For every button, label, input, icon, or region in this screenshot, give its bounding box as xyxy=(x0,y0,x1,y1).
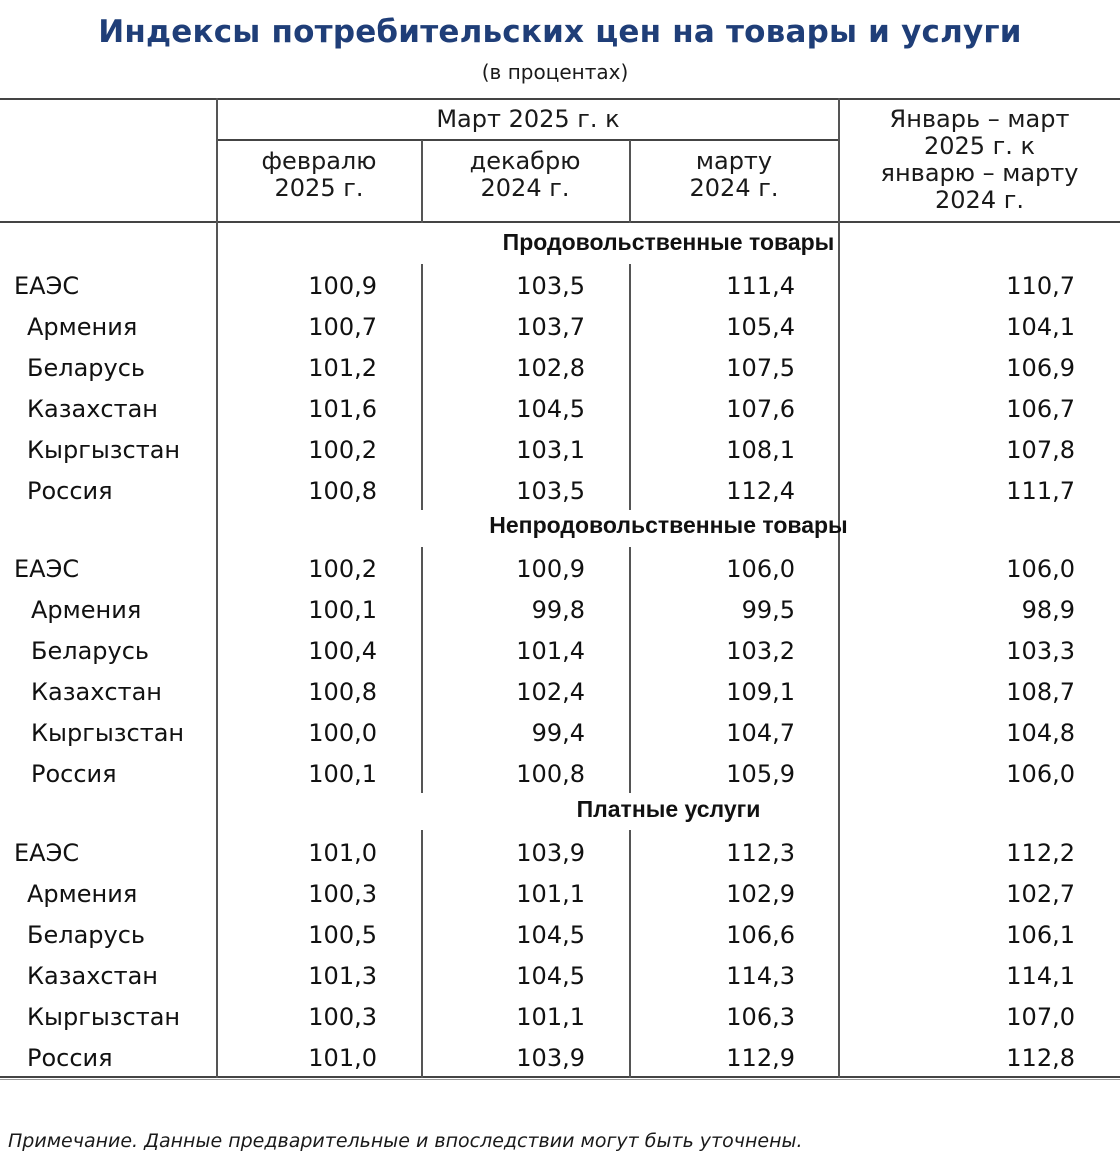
row-value: 104,5 xyxy=(516,395,585,423)
col2-divider-b xyxy=(421,264,423,510)
row-value: 110,7 xyxy=(1006,272,1075,300)
header-group-march: Март 2025 г. к xyxy=(436,105,620,133)
row-value: 112,2 xyxy=(1006,839,1075,867)
row-country: Казахстан xyxy=(27,962,158,990)
row-value: 101,1 xyxy=(516,1003,585,1031)
row-value: 108,1 xyxy=(726,436,795,464)
section-title: Непродовольственные товары xyxy=(489,512,848,538)
row-value: 100,7 xyxy=(308,313,377,341)
section-title: Платные услуги xyxy=(576,796,761,822)
header-col-dec xyxy=(421,148,629,202)
table-bottom-rule xyxy=(0,1076,1120,1078)
row-value: 106,6 xyxy=(726,921,795,949)
header-col-jan-mar xyxy=(839,106,1120,214)
header-col-feb-line1: февралю xyxy=(261,147,377,175)
row-value: 112,3 xyxy=(726,839,795,867)
row-value: 106,9 xyxy=(1006,354,1075,382)
row-value: 104,5 xyxy=(516,962,585,990)
row-value: 106,0 xyxy=(1006,760,1075,788)
row-value: 114,1 xyxy=(1006,962,1075,990)
header-col-jan-mar-line3: январю – марту xyxy=(880,159,1079,187)
header-col-feb-line2: 2025 г. xyxy=(274,174,364,202)
row-value: 100,3 xyxy=(308,880,377,908)
row-value: 99,8 xyxy=(531,596,585,624)
header-col-jan-mar-line1: Январь – март xyxy=(889,105,1070,133)
row-value: 112,9 xyxy=(726,1044,795,1072)
row-value: 101,1 xyxy=(516,880,585,908)
row-value: 99,5 xyxy=(741,596,795,624)
row-country: Россия xyxy=(27,1044,113,1072)
row-country: Армения xyxy=(31,596,142,624)
header-col-dec-line2: 2024 г. xyxy=(480,174,570,202)
header-col-jan-mar-line4: 2024 г. xyxy=(935,186,1024,214)
row-value: 107,8 xyxy=(1006,436,1075,464)
row-value: 101,0 xyxy=(308,839,377,867)
row-value: 108,7 xyxy=(1006,678,1075,706)
row-value: 103,2 xyxy=(726,637,795,665)
row-value: 101,3 xyxy=(308,962,377,990)
row-value: 106,7 xyxy=(1006,395,1075,423)
row-value: 102,8 xyxy=(516,354,585,382)
row-country: Армения xyxy=(27,880,138,908)
page-title: Индексы потребительских цен на товары и услуги xyxy=(98,14,1022,50)
row-country: Россия xyxy=(31,760,117,788)
row-country: Беларусь xyxy=(27,354,146,382)
row-country: Казахстан xyxy=(27,395,158,423)
row-value: 105,9 xyxy=(726,760,795,788)
table-top-rule xyxy=(0,98,1120,100)
row-value: 104,8 xyxy=(1006,719,1075,747)
row-value: 100,2 xyxy=(308,436,377,464)
row-value: 112,8 xyxy=(1006,1044,1075,1072)
row-value: 101,4 xyxy=(516,637,585,665)
header-col-dec-line1: декабрю xyxy=(469,147,581,175)
row-country: Кыргызстан xyxy=(31,719,185,747)
row-value: 106,0 xyxy=(726,555,795,583)
row-value: 101,2 xyxy=(308,354,377,382)
row-value: 100,0 xyxy=(308,719,377,747)
row-value: 111,7 xyxy=(1006,477,1075,505)
page-subtitle: (в процентах) xyxy=(481,60,629,84)
row-value: 103,3 xyxy=(1006,637,1075,665)
row-value: 100,1 xyxy=(308,760,377,788)
row-value: 104,5 xyxy=(516,921,585,949)
row-country: Беларусь xyxy=(27,921,146,949)
row-country: Армения xyxy=(27,313,138,341)
row-value: 103,5 xyxy=(516,272,585,300)
header-bottom-rule xyxy=(0,221,1120,223)
row-value: 98,9 xyxy=(1021,596,1075,624)
row-value: 102,4 xyxy=(516,678,585,706)
row-value: 103,7 xyxy=(516,313,585,341)
col2-divider-c xyxy=(421,547,423,793)
col3-divider-c xyxy=(629,547,631,793)
row-value: 106,1 xyxy=(1006,921,1075,949)
row-value: 107,6 xyxy=(726,395,795,423)
row-value: 100,9 xyxy=(308,272,377,300)
group-header-rule xyxy=(217,139,839,141)
row-value: 100,4 xyxy=(308,637,377,665)
row-value: 114,3 xyxy=(726,962,795,990)
header-col-mar xyxy=(629,148,839,202)
row-value: 104,7 xyxy=(726,719,795,747)
row-value: 100,8 xyxy=(308,477,377,505)
footnote: Примечание. Данные предварительные и впоследствии могут быть уточнены. xyxy=(8,1130,803,1152)
row-value: 103,1 xyxy=(516,436,585,464)
header-col-jan-mar-line2: 2025 г. к xyxy=(923,132,1036,160)
row-country: Беларусь xyxy=(31,637,150,665)
row-value: 112,4 xyxy=(726,477,795,505)
row-value: 100,9 xyxy=(516,555,585,583)
row-value: 106,3 xyxy=(726,1003,795,1031)
row-value: 103,5 xyxy=(516,477,585,505)
header-col-mar-line1: марту xyxy=(695,147,773,175)
row-value: 101,0 xyxy=(308,1044,377,1072)
row-value: 103,9 xyxy=(516,839,585,867)
row-value: 100,5 xyxy=(308,921,377,949)
col3-divider-d xyxy=(629,830,631,1078)
row-value: 104,1 xyxy=(1006,313,1075,341)
row-country: Кыргызстан xyxy=(27,436,181,464)
row-value: 109,1 xyxy=(726,678,795,706)
header-col-feb xyxy=(217,148,421,202)
row-value: 103,9 xyxy=(516,1044,585,1072)
row-value: 100,1 xyxy=(308,596,377,624)
col3-divider-b xyxy=(629,264,631,510)
row-value: 99,4 xyxy=(531,719,585,747)
row-value: 107,5 xyxy=(726,354,795,382)
row-value: 107,0 xyxy=(1006,1003,1075,1031)
row-value: 100,8 xyxy=(516,760,585,788)
col2-divider-d xyxy=(421,830,423,1078)
row-value: 100,8 xyxy=(308,678,377,706)
row-value: 102,9 xyxy=(726,880,795,908)
row-country: Россия xyxy=(27,477,113,505)
row-country: ЕАЭС xyxy=(14,839,80,867)
section-title: Продовольственные товары xyxy=(502,229,835,255)
row-country: Казахстан xyxy=(31,678,162,706)
row-value: 101,6 xyxy=(308,395,377,423)
row-value: 105,4 xyxy=(726,313,795,341)
row-country: Кыргызстан xyxy=(27,1003,181,1031)
row-value: 100,2 xyxy=(308,555,377,583)
header-col-mar-line2: 2024 г. xyxy=(689,174,779,202)
row-country: ЕАЭС xyxy=(14,555,80,583)
row-country: ЕАЭС xyxy=(14,272,80,300)
row-value: 100,3 xyxy=(308,1003,377,1031)
table-bottom-rule-2 xyxy=(0,1079,1120,1080)
row-value: 106,0 xyxy=(1006,555,1075,583)
row-value: 111,4 xyxy=(726,272,795,300)
row-value: 102,7 xyxy=(1006,880,1075,908)
